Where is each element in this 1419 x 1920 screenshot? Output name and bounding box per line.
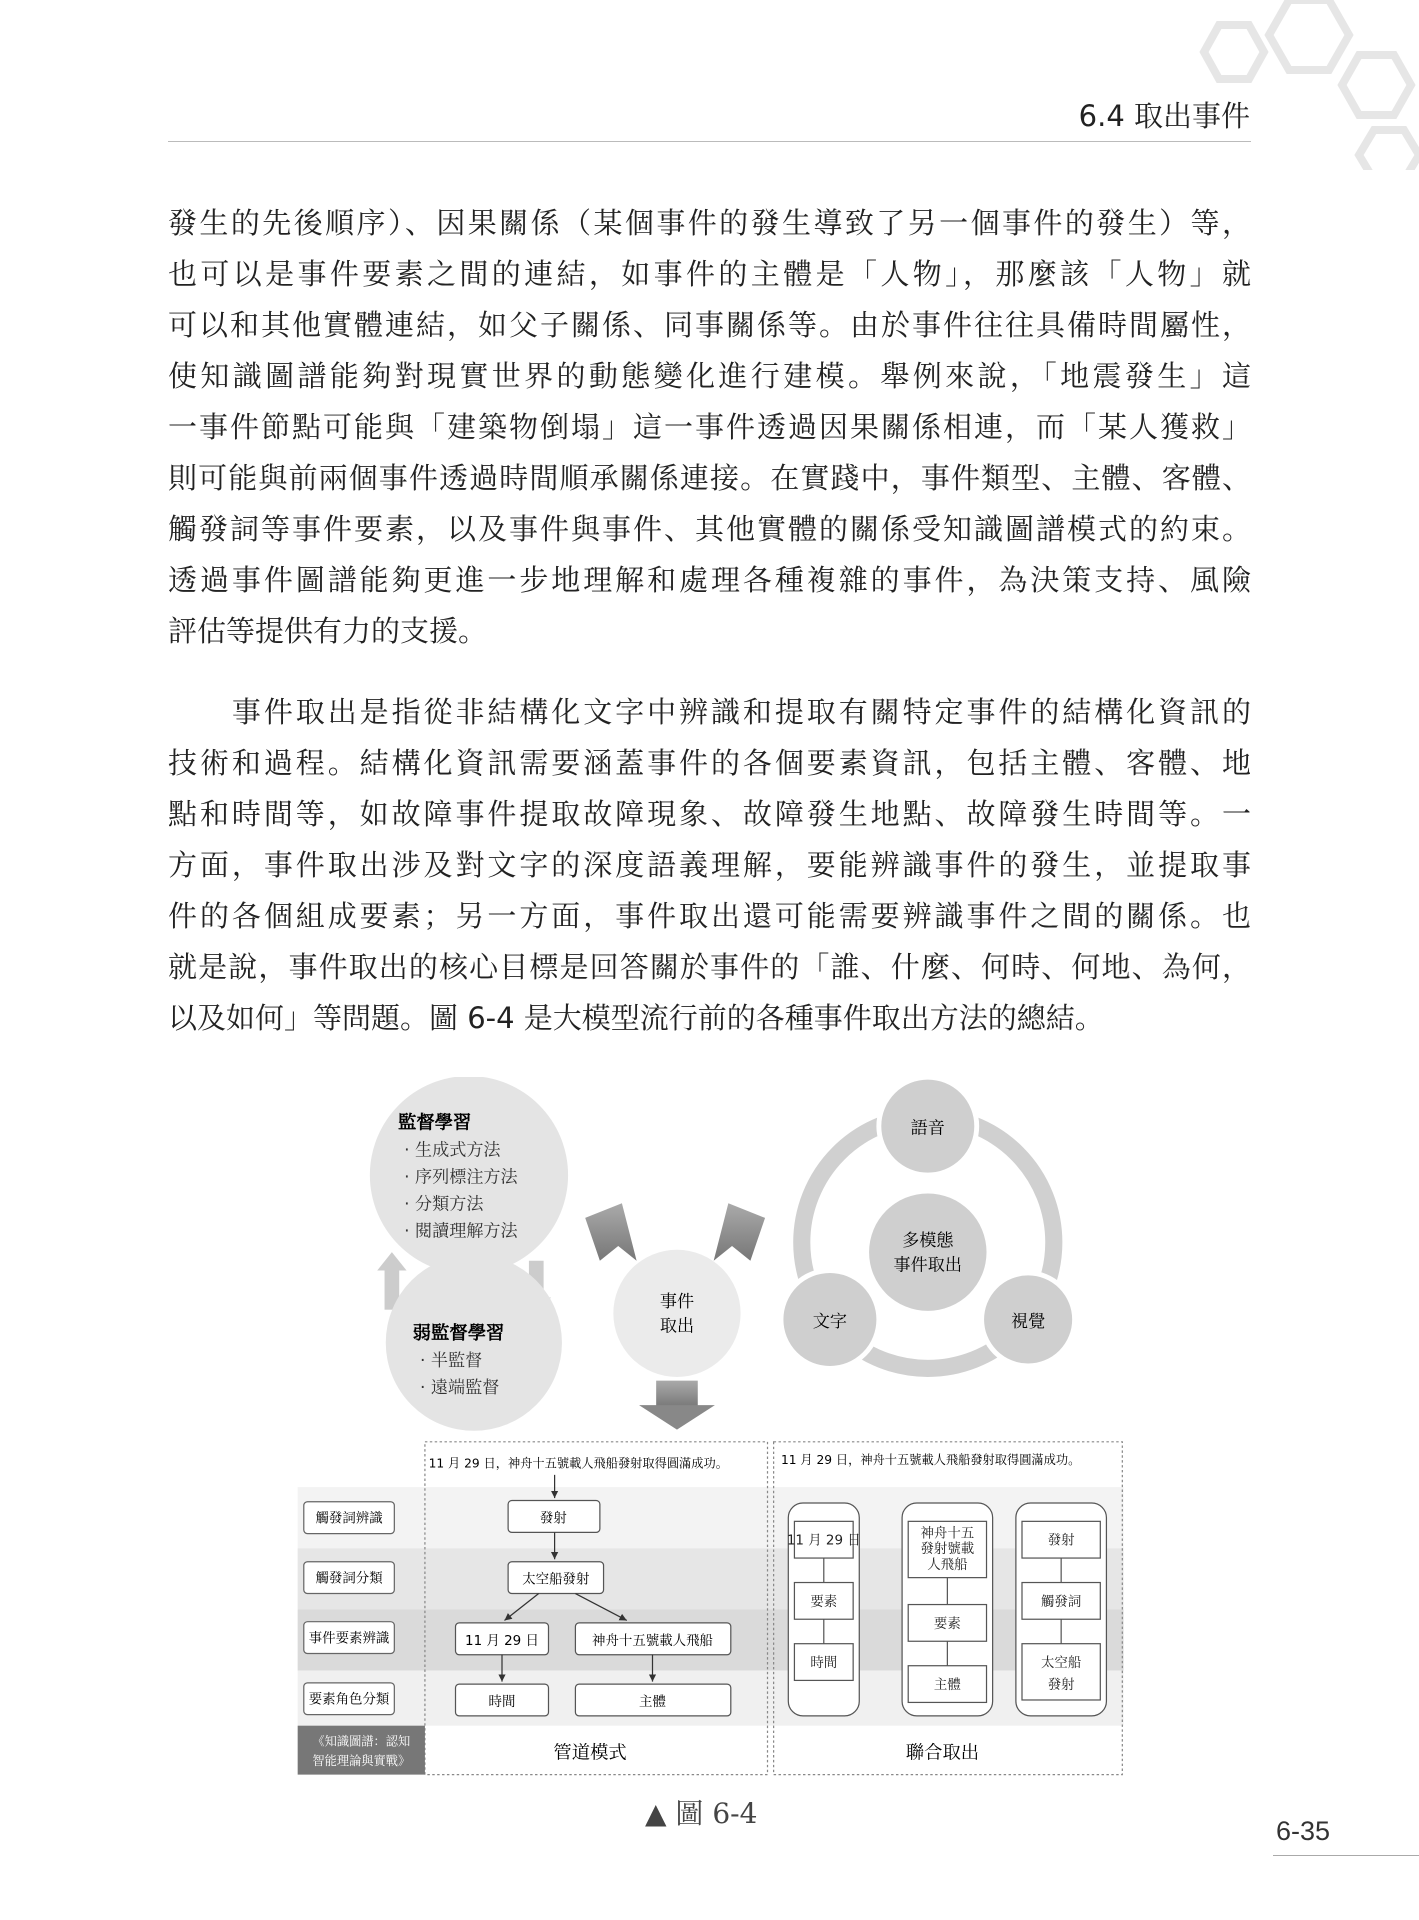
text-line: 技術和過程。結構化資訊需要涵蓋事件的各個要素資訊，包括主體、客體、地: [168, 746, 1251, 780]
svg-text:· 遠端監督: · 遠端監督: [420, 1377, 500, 1398]
text-line: 一事件節點可能與「建築物倒塌」這一事件透過因果關係相連，而「某人獲救」: [168, 410, 1251, 444]
text-line: 以及如何」等問題。圖 6-4 是大模型流行前的各種事件取出方法的總結。: [168, 1001, 1104, 1035]
band: [298, 1487, 1124, 1548]
supervised-title: 監督學習: [398, 1112, 472, 1134]
source-text: 《知識圖譜：認知: [312, 1734, 411, 1749]
pipeline-title: 管道模式: [553, 1742, 627, 1764]
text-line: 也可以是事件要素之間的連結，如事件的主體是「人物」，那麼該「人物」就: [168, 257, 1251, 291]
text-line: 件的各個組成要素；另一方面，事件取出還可能需要辨識事件之間的關係。也: [168, 899, 1251, 933]
pipeline-arg: 神舟十五號載人飛船: [592, 1633, 713, 1649]
pipeline-role: 時間: [488, 1695, 516, 1711]
source-text: 智能理論與實戰》: [312, 1753, 411, 1768]
joint-sentence: 11 月 29 日，神舟十五號載人飛船發射取得圓滿成功。: [780, 1452, 1081, 1467]
pipeline-sentence: 11 月 29 日，神舟十五號載人飛船發射取得圓滿成功。: [428, 1456, 728, 1471]
stage-label: 要素角色分類: [308, 1692, 390, 1708]
supervised-item: 序列標注方法: [415, 1167, 518, 1188]
arrow-down-big-icon: [656, 1381, 698, 1408]
pipeline-type: 太空船發射: [522, 1572, 590, 1588]
text-line: 觸發詞等事件要素，以及事件與事件、其他實體的關係受知識圖譜模式的約束。: [168, 512, 1251, 546]
weak-title: 弱監督學習: [412, 1323, 505, 1345]
page-number: 6-35: [1276, 1816, 1331, 1846]
svg-text:· 分類方法: · 分類方法: [404, 1194, 484, 1215]
stage-label: 事件要素辨識: [308, 1631, 390, 1647]
pipeline-arg: 11 月 29 日: [465, 1633, 539, 1649]
joint-title: 聯合取出: [905, 1742, 980, 1764]
supervised-item: 閱讀理解方法: [415, 1221, 518, 1242]
svg-text:· 序列標注方法: · 序列標注方法: [404, 1167, 518, 1188]
joint-cell: 主體: [933, 1677, 961, 1693]
paragraph-2: [168, 687, 1251, 1044]
text-line: 透過事件圖譜能夠更進一步地理解和處理各種複雜的事件，為決策支持、風險: [168, 563, 1251, 597]
weak-item: 半監督: [430, 1350, 483, 1371]
joint-cell: 要素: [810, 1594, 838, 1610]
text-line: 點和時間等，如故障事件提取故障現象、故障發生地點、故障發生時間等。一: [168, 797, 1251, 831]
figure-6-4: [294, 1077, 1126, 1836]
joint-cell: 觸發詞: [1040, 1594, 1082, 1610]
section-header: 6.4 取出事件: [1078, 99, 1250, 133]
svg-text:· 生成式方法: · 生成式方法: [404, 1140, 501, 1161]
text-line: 方面，事件取出涉及對文字的深度語義理解，要能辨識事件的發生，並提取事: [168, 848, 1251, 882]
supervised-item: 生成式方法: [415, 1140, 501, 1161]
multimodal-label: 多模態: [902, 1231, 954, 1252]
joint-cell: 發射號載: [920, 1542, 975, 1558]
joint-cell: 神舟十五: [920, 1526, 975, 1542]
footer-rule: [1273, 1855, 1419, 1856]
header-rule: [168, 141, 1251, 142]
text-line: 評估等提供有力的支援。: [168, 614, 488, 648]
hexagon-decoration: [1159, 0, 1419, 170]
node-speech: 語音: [910, 1118, 945, 1139]
joint-cell: 太空船: [1040, 1655, 1082, 1671]
joint-cell: 人飛船: [927, 1558, 968, 1574]
band: [298, 1548, 1124, 1609]
chevron-arrow-icon: [714, 1203, 765, 1261]
joint-cell: 發射: [1047, 1677, 1075, 1693]
center-label: 事件: [659, 1292, 695, 1313]
svg-text:· 半監督: · 半監督: [420, 1350, 483, 1371]
text-line: 使知識圖譜能夠對現實世界的動態變化進行建模。舉例來說，「地震發生」這: [168, 359, 1251, 393]
event-extraction-circle: [613, 1250, 740, 1377]
joint-cell: 時間: [810, 1655, 838, 1671]
joint-cell: 要素: [933, 1616, 961, 1632]
text-line: 發生的先後順序）、因果關係（某個事件的發生導致了另一個事件的發生）等，: [168, 206, 1251, 240]
node-text: 文字: [812, 1311, 848, 1332]
center-label: 取出: [659, 1316, 695, 1337]
stage-label: 觸發詞辨識: [315, 1511, 383, 1527]
supervised-item: 分類方法: [415, 1194, 484, 1215]
pipeline-role: 主體: [639, 1695, 666, 1711]
svg-text:· 閱讀理解方法: · 閱讀理解方法: [404, 1221, 518, 1242]
joint-cell: 11 月 29 日: [786, 1533, 861, 1549]
stage-label: 觸發詞分類: [315, 1571, 383, 1587]
joint-cell: 發射: [1047, 1533, 1075, 1549]
paragraph-1: [168, 198, 1251, 657]
weak-item: 遠端監督: [430, 1377, 500, 1398]
node-vision: 視覺: [1011, 1311, 1046, 1332]
chevron-arrow-icon: [585, 1203, 636, 1261]
text-line: 可以和其他實體連結，如父子關係、同事關係等。由於事件往往具備時間屬性，: [168, 308, 1251, 342]
pipeline-trigger: 發射: [539, 1511, 567, 1527]
text-line: 事件取出是指從非結構化文字中辨識和提取有關特定事件的結構化資訊的: [168, 695, 1251, 729]
figure-caption: ▲ 圖 6-4: [645, 1797, 758, 1830]
text-line: 就是說，事件取出的核心目標是回答關於事件的「誰、什麼、何時、何地、為何，: [168, 950, 1251, 984]
multimodal-label: 事件取出: [893, 1255, 963, 1276]
text-line: 則可能與前兩個事件透過時間順承關係連接。在實踐中，事件類型、主體、客體、: [168, 461, 1251, 495]
